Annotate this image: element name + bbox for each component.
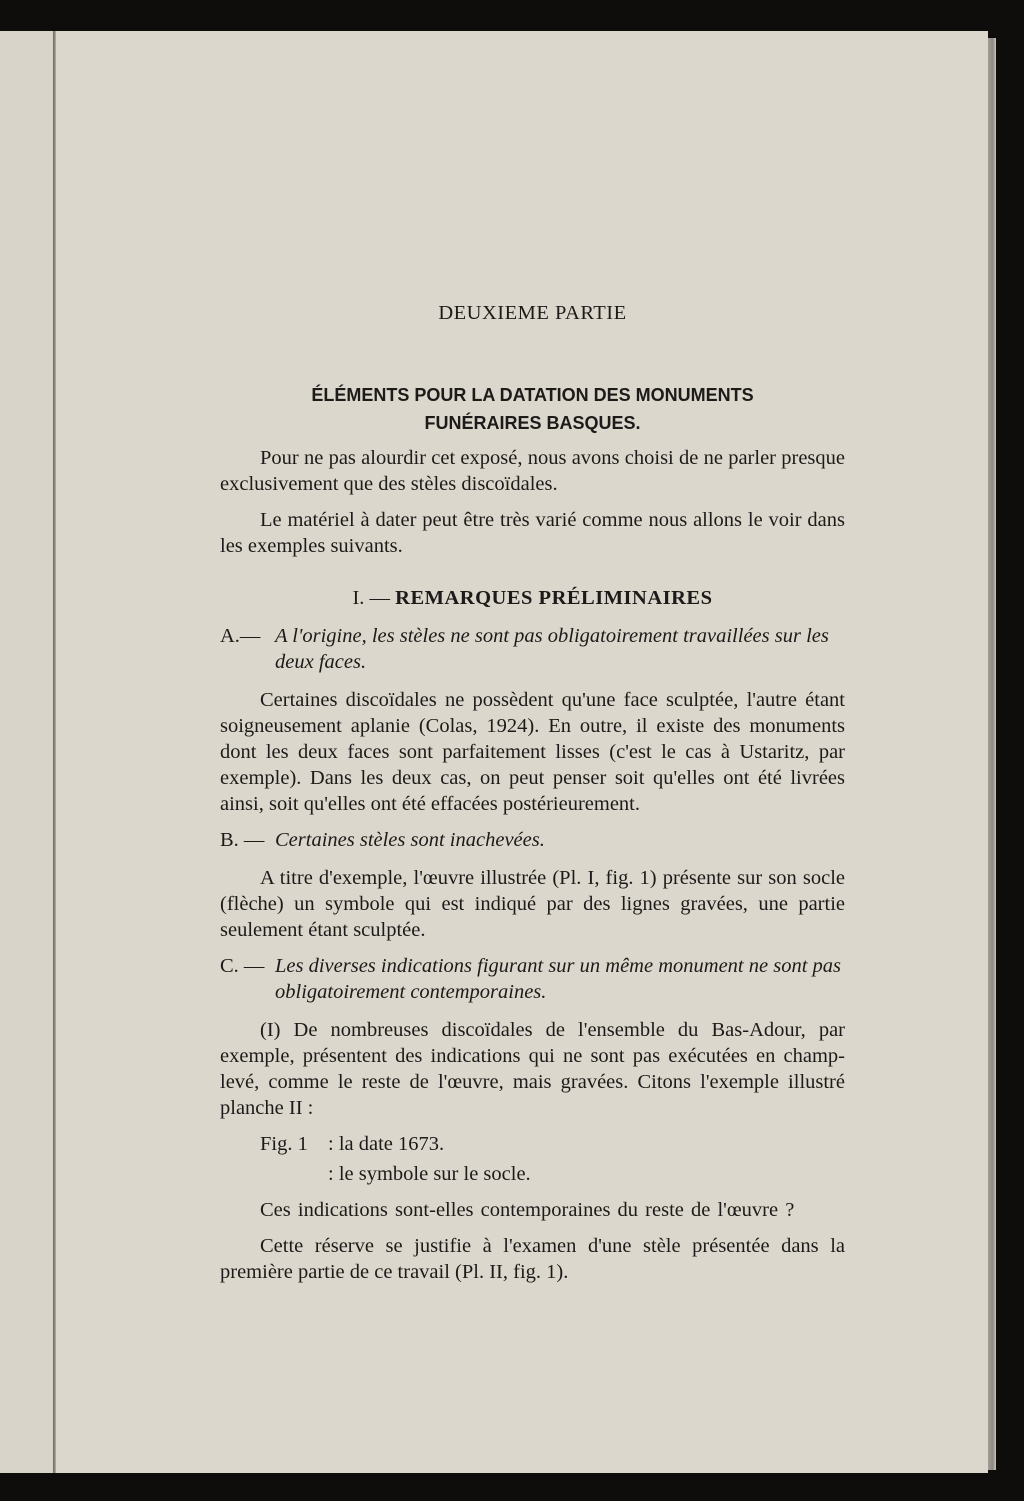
closing-paragraph: Ces indications sont-elles contemporaines du reste de l'œuvre ? xyxy=(260,1199,795,1221)
page-content xyxy=(220,300,845,1295)
subsection-letter: A.— xyxy=(220,625,261,647)
main-title-line-1: ÉLÉMENTS POUR LA DATATION DES MONUMENTS xyxy=(311,385,754,405)
figure-list-item xyxy=(260,1161,845,1187)
page-stack-edge xyxy=(988,38,996,1470)
figure-text: : la date 1673. xyxy=(328,1133,445,1155)
body-paragraph: Certaines discoïdales ne possèdent qu'une face sculptée, l'autre étant soigneusement aplanie (Colas, 1924). En outre, il existe des monuments dont les deux faces sont parfaitement lisses (c'est le cas à Ustaritz, par exemple). Dans les deux cas, on peut penser soit qu'elles ont été livrées ainsi, soit qu'elles ont été effacées postérieurement. xyxy=(220,689,845,815)
subsection-letter: B. — xyxy=(220,829,265,851)
section-number: I. — xyxy=(352,587,391,609)
figure-label: Fig. 1 xyxy=(260,1133,308,1155)
closing-paragraph: Cette réserve se justifie à l'examen d'une stèle présentée dans la première partie de ce travail (Pl. II, fig. 1). xyxy=(220,1235,845,1283)
subsection-heading-a xyxy=(220,623,845,675)
intro-paragraph: Le matériel à dater peut être très varié comme nous allons le voir dans les exemples suivants. xyxy=(220,509,845,557)
subsection-letter: C. — xyxy=(220,955,265,977)
subsection-heading-text: Certaines stèles sont inachevées. xyxy=(275,829,545,851)
body-paragraph: (I) De nombreuses discoïdales de l'ensemble du Bas-Adour, par exemple, présentent des indications qui ne sont pas exécutées en champ-levé, comme le reste de l'œuvre, mais gravées. Citons l'exemple illustré planche II : xyxy=(220,1019,845,1119)
left-page-edge xyxy=(0,31,54,1473)
main-title xyxy=(220,381,845,437)
subsection-heading-b xyxy=(220,827,845,853)
subsection-heading-text: Les diverses indications figurant sur un même monument ne sont pas obligatoirement contemporaines. xyxy=(275,955,841,1003)
section-title xyxy=(220,585,845,611)
section-title-text: REMARQUES PRÉLIMINAIRES xyxy=(395,587,713,609)
figure-list-item xyxy=(260,1131,845,1157)
figure-text: : le symbole sur le socle. xyxy=(328,1163,531,1185)
subsection-heading-c xyxy=(220,953,845,1005)
main-title-line-2: FUNÉRAIRES BASQUES. xyxy=(424,413,641,433)
intro-paragraph: Pour ne pas alourdir cet exposé, nous avons choisi de ne parler presque exclusivement que des stèles discoïdales. xyxy=(220,447,845,495)
body-paragraph: A titre d'exemple, l'œuvre illustrée (Pl. I, fig. 1) présente sur son socle (flèche) un symbole qui est indiqué par des lignes gravées, une partie seulement étant sculptée. xyxy=(220,867,845,941)
figure-list xyxy=(260,1131,845,1187)
part-title: DEUXIEME PARTIE xyxy=(438,302,627,324)
subsection-heading-text: A l'origine, les stèles ne sont pas obligatoirement travaillées sur les deux faces. xyxy=(275,625,829,673)
